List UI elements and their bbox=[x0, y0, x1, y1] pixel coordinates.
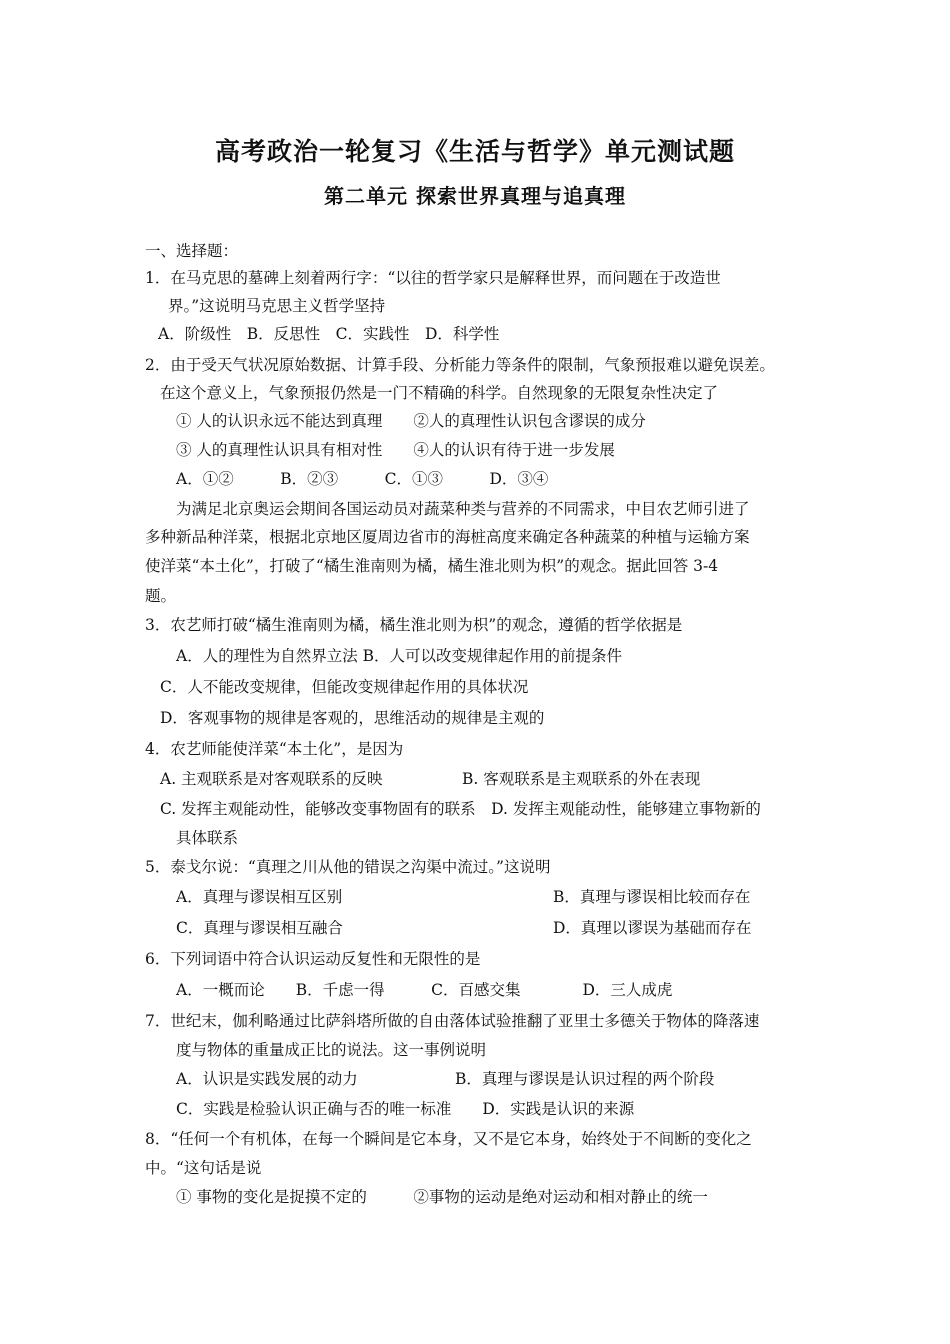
text-line: 中。“这句话是说 bbox=[145, 1159, 262, 1177]
text-line: C．实践是检验认识正确与否的唯一标准 D．实践是认识的来源 bbox=[176, 1100, 635, 1118]
text-line: 为满足北京奥运会期间各国运动员对蔬菜种类与营养的不同需求，中目农艺师引进了 bbox=[176, 500, 750, 518]
text-line: A．认识是实践发展的动力 bbox=[176, 1070, 358, 1088]
text-line: ① 事物的变化是捉摸不定的 ②事物的运动是绝对运动和相对静止的统一 bbox=[176, 1188, 708, 1206]
text-line: D．真理以谬误为基础而存在 bbox=[553, 919, 752, 937]
text-line: A．人的理性为自然界立法 B．人可以改变规律起作用的前提条件 bbox=[176, 647, 623, 665]
text-line: C．人不能改变规律，但能改变规律起作用的具体状况 bbox=[160, 678, 529, 696]
text-line: B．真理与谬误是认识过程的两个阶段 bbox=[455, 1070, 715, 1088]
text-line: 界。”这说明马克思主义哲学坚持 bbox=[168, 297, 386, 315]
text-line: 1．在马克思的墓碑上刻着两行字：“以往的哲学家只是解释世界，而问题在于改造世 bbox=[145, 269, 721, 287]
text-line: 度与物体的重量成正比的说法。这一事例说明 bbox=[176, 1041, 487, 1059]
text-line: 多种新品种洋菜，根据北京地区厦周边省市的海桩高度来确定各种蔬菜的种植与运输方案 bbox=[145, 528, 750, 546]
text-line: 使洋菜“本土化”，打破了“橘生淮南则为橘，橘生淮北则为枳”的观念。据此回答 3-4 bbox=[145, 557, 719, 575]
text-line: ③ 人的真理性认识具有相对性 ④人的认识有待于进一步发展 bbox=[176, 441, 615, 459]
text-line: ① 人的认识永远不能达到真理 ②人的真理性认识包含谬误的成分 bbox=[176, 412, 646, 430]
text-line: D．客观事物的规律是客观的，思维活动的规律是主观的 bbox=[160, 709, 545, 727]
text-line: A．真理与谬误相互区别 bbox=[176, 888, 343, 906]
text-line: 具体联系 bbox=[176, 829, 239, 847]
page-subtitle: 第二单元 探索世界真理与追真理 bbox=[324, 184, 626, 208]
text-line: 5．泰戈尔说：“真理之川从他的错误之沟渠中流过。”这说明 bbox=[145, 858, 551, 876]
text-line: 2．由于受天气状况原始数据、计算手段、分析能力等条件的限制，气象预报难以避免误差。 bbox=[145, 356, 775, 374]
text-line: 一、选择题： bbox=[145, 242, 239, 260]
text-line: A. 主观联系是对客观联系的反映 bbox=[160, 770, 383, 788]
text-line: 题。 bbox=[145, 587, 177, 605]
text-line: 6．下列词语中符合认识运动反复性和无限性的是 bbox=[145, 950, 481, 968]
text-line: 4．农艺师能使洋菜“本土化”，是因为 bbox=[145, 740, 404, 758]
text-line: A．①② B．②③ C．①③ D．③④ bbox=[176, 470, 549, 488]
text-line: 在这个意义上，气象预报仍然是一门不精确的科学。自然现象的无限复杂性决定了 bbox=[160, 384, 719, 402]
text-line: B. 客观联系是主观联系的外在表现 bbox=[462, 770, 701, 788]
page-title: 高考政治一轮复习《生活与哲学》单元测试题 bbox=[214, 137, 735, 166]
text-line: B．真理与谬误相比较而存在 bbox=[553, 888, 751, 906]
text-line: A．阶级性 B．反思性 C．实践性 D．科学性 bbox=[158, 325, 500, 343]
text-line: C．真理与谬误相互融合 bbox=[176, 919, 343, 937]
text-line: 7．世纪末，伽利略通过比萨斜塔所做的自由落体试验推翻了亚里士多德关于物体的降落速 bbox=[145, 1012, 760, 1030]
text-line: 8．“任何一个有机体，在每一个瞬间是它本身，又不是它本身，始终处于不间断的变化之 bbox=[145, 1130, 752, 1148]
text-line: 3．农艺师打破“橘生淮南则为橘，橘生淮北则为枳”的观念，遵循的哲学依据是 bbox=[145, 616, 683, 634]
text-line: C. 发挥主观能动性，能够改变事物固有的联系 D. 发挥主观能动性，能够建立事物新的 bbox=[160, 800, 761, 818]
text-line: A．一概而论 B．千虑一得 C．百感交集 D．三人成虎 bbox=[176, 981, 673, 999]
